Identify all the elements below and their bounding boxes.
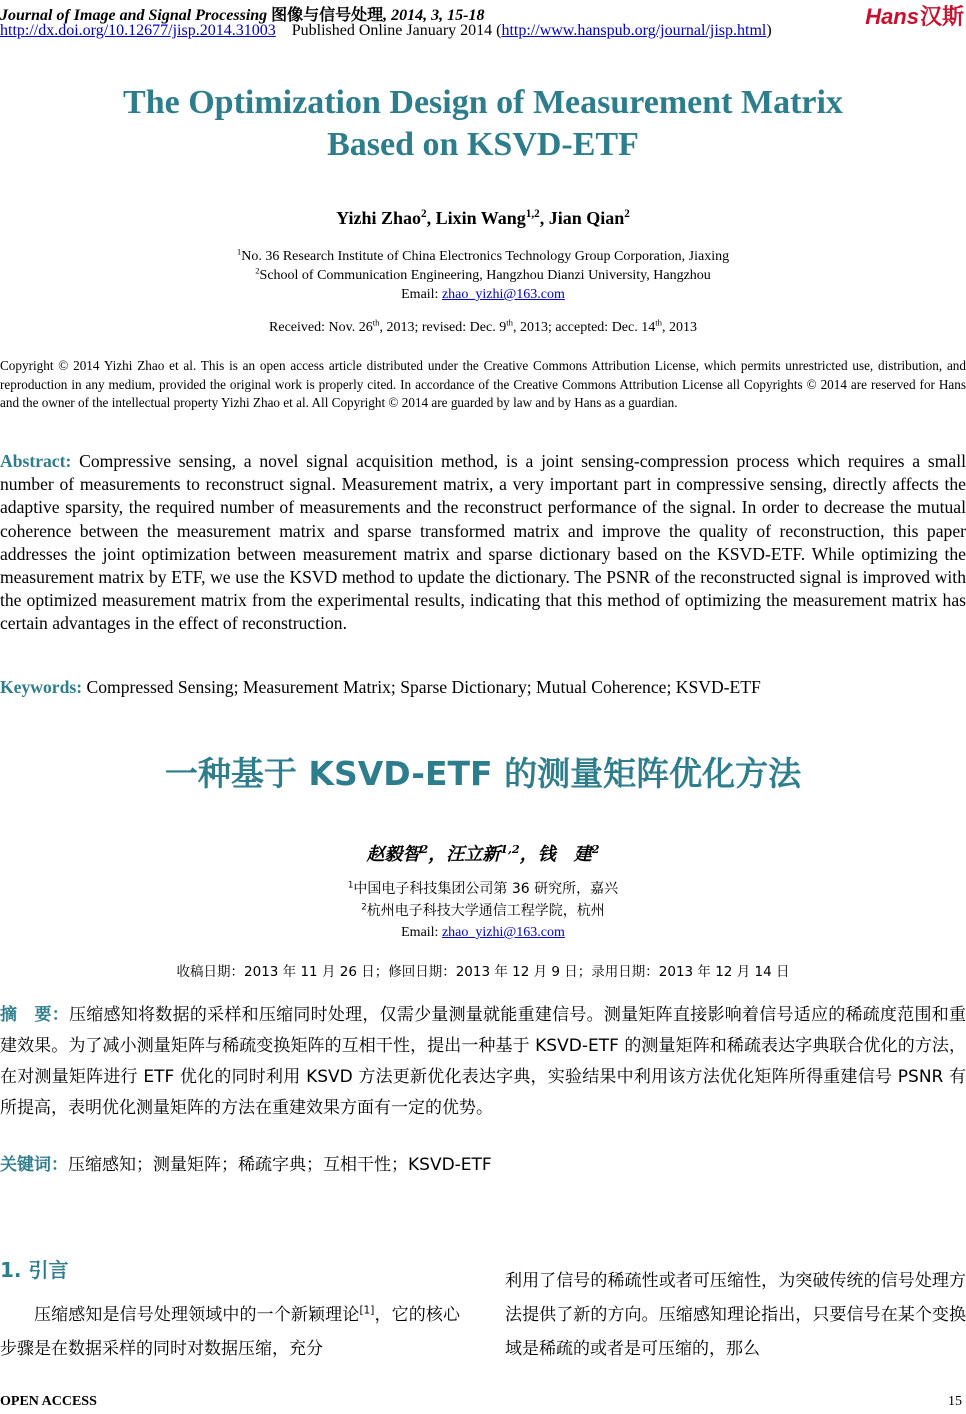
journal-name: Journal of Image and Signal Processing bbox=[0, 7, 268, 24]
keywords-en bbox=[0, 677, 966, 698]
left-text-a: 压缩感知是信号处理领域中的一个新颖理论 bbox=[34, 1305, 360, 1325]
author-2-sup: 1,2 bbox=[525, 208, 540, 220]
abstract-cn bbox=[0, 1000, 966, 1124]
received-part-2: , 2013; revised: Dec. 9 bbox=[379, 320, 507, 335]
logo-cn: 汉斯 bbox=[919, 5, 964, 30]
hans-logo bbox=[865, 0, 964, 31]
email-label-cn: Email: bbox=[401, 925, 442, 940]
published-close: ) bbox=[766, 22, 772, 39]
keywords-cn-text: 压缩感知；测量矩阵；稀疏字典；互相干性；KSVD-ETF bbox=[68, 1155, 492, 1175]
abstract-en bbox=[0, 450, 966, 636]
journal-volume: , 2014, 3, 15-18 bbox=[383, 7, 485, 24]
doi-link[interactable]: http://dx.doi.org/10.12677/jisp.2014.31003 bbox=[0, 22, 276, 39]
aff-cn-2-sup: 2 bbox=[361, 902, 367, 913]
journal-link[interactable]: http://www.hanspub.org/journal/jisp.html bbox=[501, 22, 767, 39]
aff2-sup: 2 bbox=[255, 265, 260, 276]
body-column-right: 利用了信号的稀疏性或者可压缩性，为突破传统的信号处理方法提供了新的方向。压缩感知理论指出，只要信号在某个变换域是稀疏的或者是可压缩的，那么 bbox=[505, 1271, 966, 1359]
page-number: 15 bbox=[948, 1394, 962, 1409]
abstract-label: Abstract: bbox=[0, 451, 72, 471]
authors-cn bbox=[0, 840, 966, 866]
author-cn-3: ，钱 建 bbox=[519, 844, 592, 865]
received-sup-3: th bbox=[655, 317, 662, 328]
author-1-sup: 2 bbox=[421, 208, 427, 220]
paper-title-cn: 一种基于 KSVD-ETF 的测量矩阵优化方法 bbox=[164, 754, 802, 793]
received-part-3: , 2013; accepted: Dec. 14 bbox=[512, 320, 656, 335]
affiliation-1 bbox=[0, 248, 966, 266]
abstract-cn-text: 压缩感知将数据的采样和压缩同时处理，仅需少量测量就能重建信号。测量矩阵直接影响着信号适应的稀疏度范围和重建效果。为了减小测量矩阵与稀疏变换矩阵的互相干性，提出一种基于 KSVD-ETF 的测量矩阵和稀疏表达字典联合优化的方法，在对测量矩阵进行 ETF 优化的同时利用 KSVD 方法更新优化表达字典，实验结果中利用该方法优化矩阵所得重建信号 PSNR 有所提高，表明优化测量矩阵的方法在重建效果方面有一定的优势。 bbox=[0, 1005, 966, 1118]
doi-line bbox=[0, 22, 772, 40]
keywords-label: Keywords: bbox=[0, 677, 83, 697]
author-1: Yizhi Zhao bbox=[336, 208, 421, 228]
author-3-sup: 2 bbox=[624, 208, 630, 220]
author-cn-1-sup: 2 bbox=[420, 843, 429, 856]
authors-en bbox=[0, 208, 966, 229]
email-line-cn bbox=[0, 924, 966, 942]
published-text: Published Online January 2014 ( bbox=[291, 22, 502, 39]
author-cn-2: ，汪立新 bbox=[428, 844, 501, 865]
open-access-footer: OPEN ACCESS bbox=[0, 1394, 97, 1409]
abstract-cn-label: 摘 要： bbox=[0, 1005, 70, 1025]
received-dates-en bbox=[0, 317, 966, 336]
received-sup-1: th bbox=[372, 317, 380, 328]
author-cn-3-sup: 2 bbox=[591, 843, 600, 856]
aff2-text: School of Communication Engineering, Hangzhou Dianzi University, Hangzhou bbox=[259, 268, 711, 283]
abstract-text: Compressive sensing, a novel signal acquisition method, is a joint sensing-compression process which requires a small number of measurements to reconstruct signal. Measurement matrix, a very important part in compressive sensing, directly affects the adaptive sparsity, the required number of measurements and the reconstruct performance of the signal. In order to decrease the mutual coherence between the measurement matrix and sparse transformed matrix and improve the quality of reconstruction, this paper addresses the joint optimization between measurement matrix and sparse dictionary based on the KSVD-ETF. While optimizing the measurement matrix by ETF, we use the KSVD method to update the dictionary. The PSNR of the reconstructed signal is improved with the optimized measurement matrix from the experimental results, indicating that this method of optimizing the measurement matrix has certain advantages in the effect of reconstruction. bbox=[0, 451, 966, 634]
received-sup-2: th bbox=[506, 317, 513, 328]
email-label: Email: bbox=[401, 287, 442, 302]
received-part-1: Received: Nov. 26 bbox=[269, 320, 373, 335]
section-heading-introduction: 1. 引言 bbox=[0, 1258, 69, 1282]
aff-cn-1-text: 中国电子科技集团公司第 36 研究所，嘉兴 bbox=[353, 881, 619, 897]
aff1-text: No. 36 Research Institute of China Electronics Technology Group Corporation, Jiaxing bbox=[241, 249, 730, 264]
email-line-en bbox=[0, 286, 966, 304]
copyright-notice: Copyright © 2014 Yizhi Zhao et al. This is an open access article distributed under the Creative Commons Attribution License, which permits unrestricted use, distribution, and reproduction in any medium, provided the original work is properly cited. In accordance of the Creative Commons Attribution License all Copyrights © 2014 are reserved for Hans and the owner of the intellectual property Yizhi Zhao et al. All Copyright © 2014 are guarded by law and by Hans as a guardian. bbox=[0, 358, 966, 410]
affiliation-cn-1 bbox=[0, 880, 966, 898]
left-text-b: ，它的核心步骤是在数据采样的同时对数据压缩，充分 bbox=[0, 1305, 461, 1359]
logo-en: Hans bbox=[865, 4, 919, 29]
aff-cn-1-sup: 1 bbox=[347, 880, 354, 891]
received-dates-cn: 收稿日期：2013 年 11 月 26 日；修回日期：2013 年 12 月 9 日；录用日期：2013 年 12 月 14 日 bbox=[176, 964, 790, 980]
email-link-cn[interactable]: zhao_yizhi@163.com bbox=[441, 925, 565, 940]
author-cn-2-sup: 1,2 bbox=[500, 843, 520, 856]
title-line-1: The Optimization Design of Measurement Matrix bbox=[123, 84, 843, 121]
keywords-cn bbox=[0, 1150, 966, 1175]
affiliation-cn-2 bbox=[0, 902, 966, 920]
received-part-4: , 2013 bbox=[661, 320, 697, 335]
aff1-sup: 1 bbox=[236, 246, 242, 257]
aff-cn-2-text: 杭州电子科技大学通信工程学院，杭州 bbox=[366, 903, 605, 919]
citation-ref-1[interactable]: [1] bbox=[359, 1304, 375, 1317]
author-cn-1: 赵毅智 bbox=[366, 844, 421, 865]
keywords-cn-label: 关键词： bbox=[0, 1155, 68, 1175]
keywords-text: Compressed Sensing; Measurement Matrix; Sparse Dictionary; Mutual Coherence; KSVD-ETF bbox=[86, 677, 761, 697]
paper-title-en bbox=[0, 82, 966, 166]
journal-name-cn: 图像与信号处理 bbox=[271, 5, 384, 24]
author-2: , Lixin Wang bbox=[426, 208, 526, 228]
title-line-2: Based on KSVD-ETF bbox=[327, 126, 639, 163]
affiliation-2 bbox=[0, 267, 966, 285]
email-link-en[interactable]: zhao_yizhi@163.com bbox=[441, 287, 565, 302]
body-column-left bbox=[0, 1298, 460, 1366]
author-3: , Jian Qian bbox=[539, 208, 625, 228]
